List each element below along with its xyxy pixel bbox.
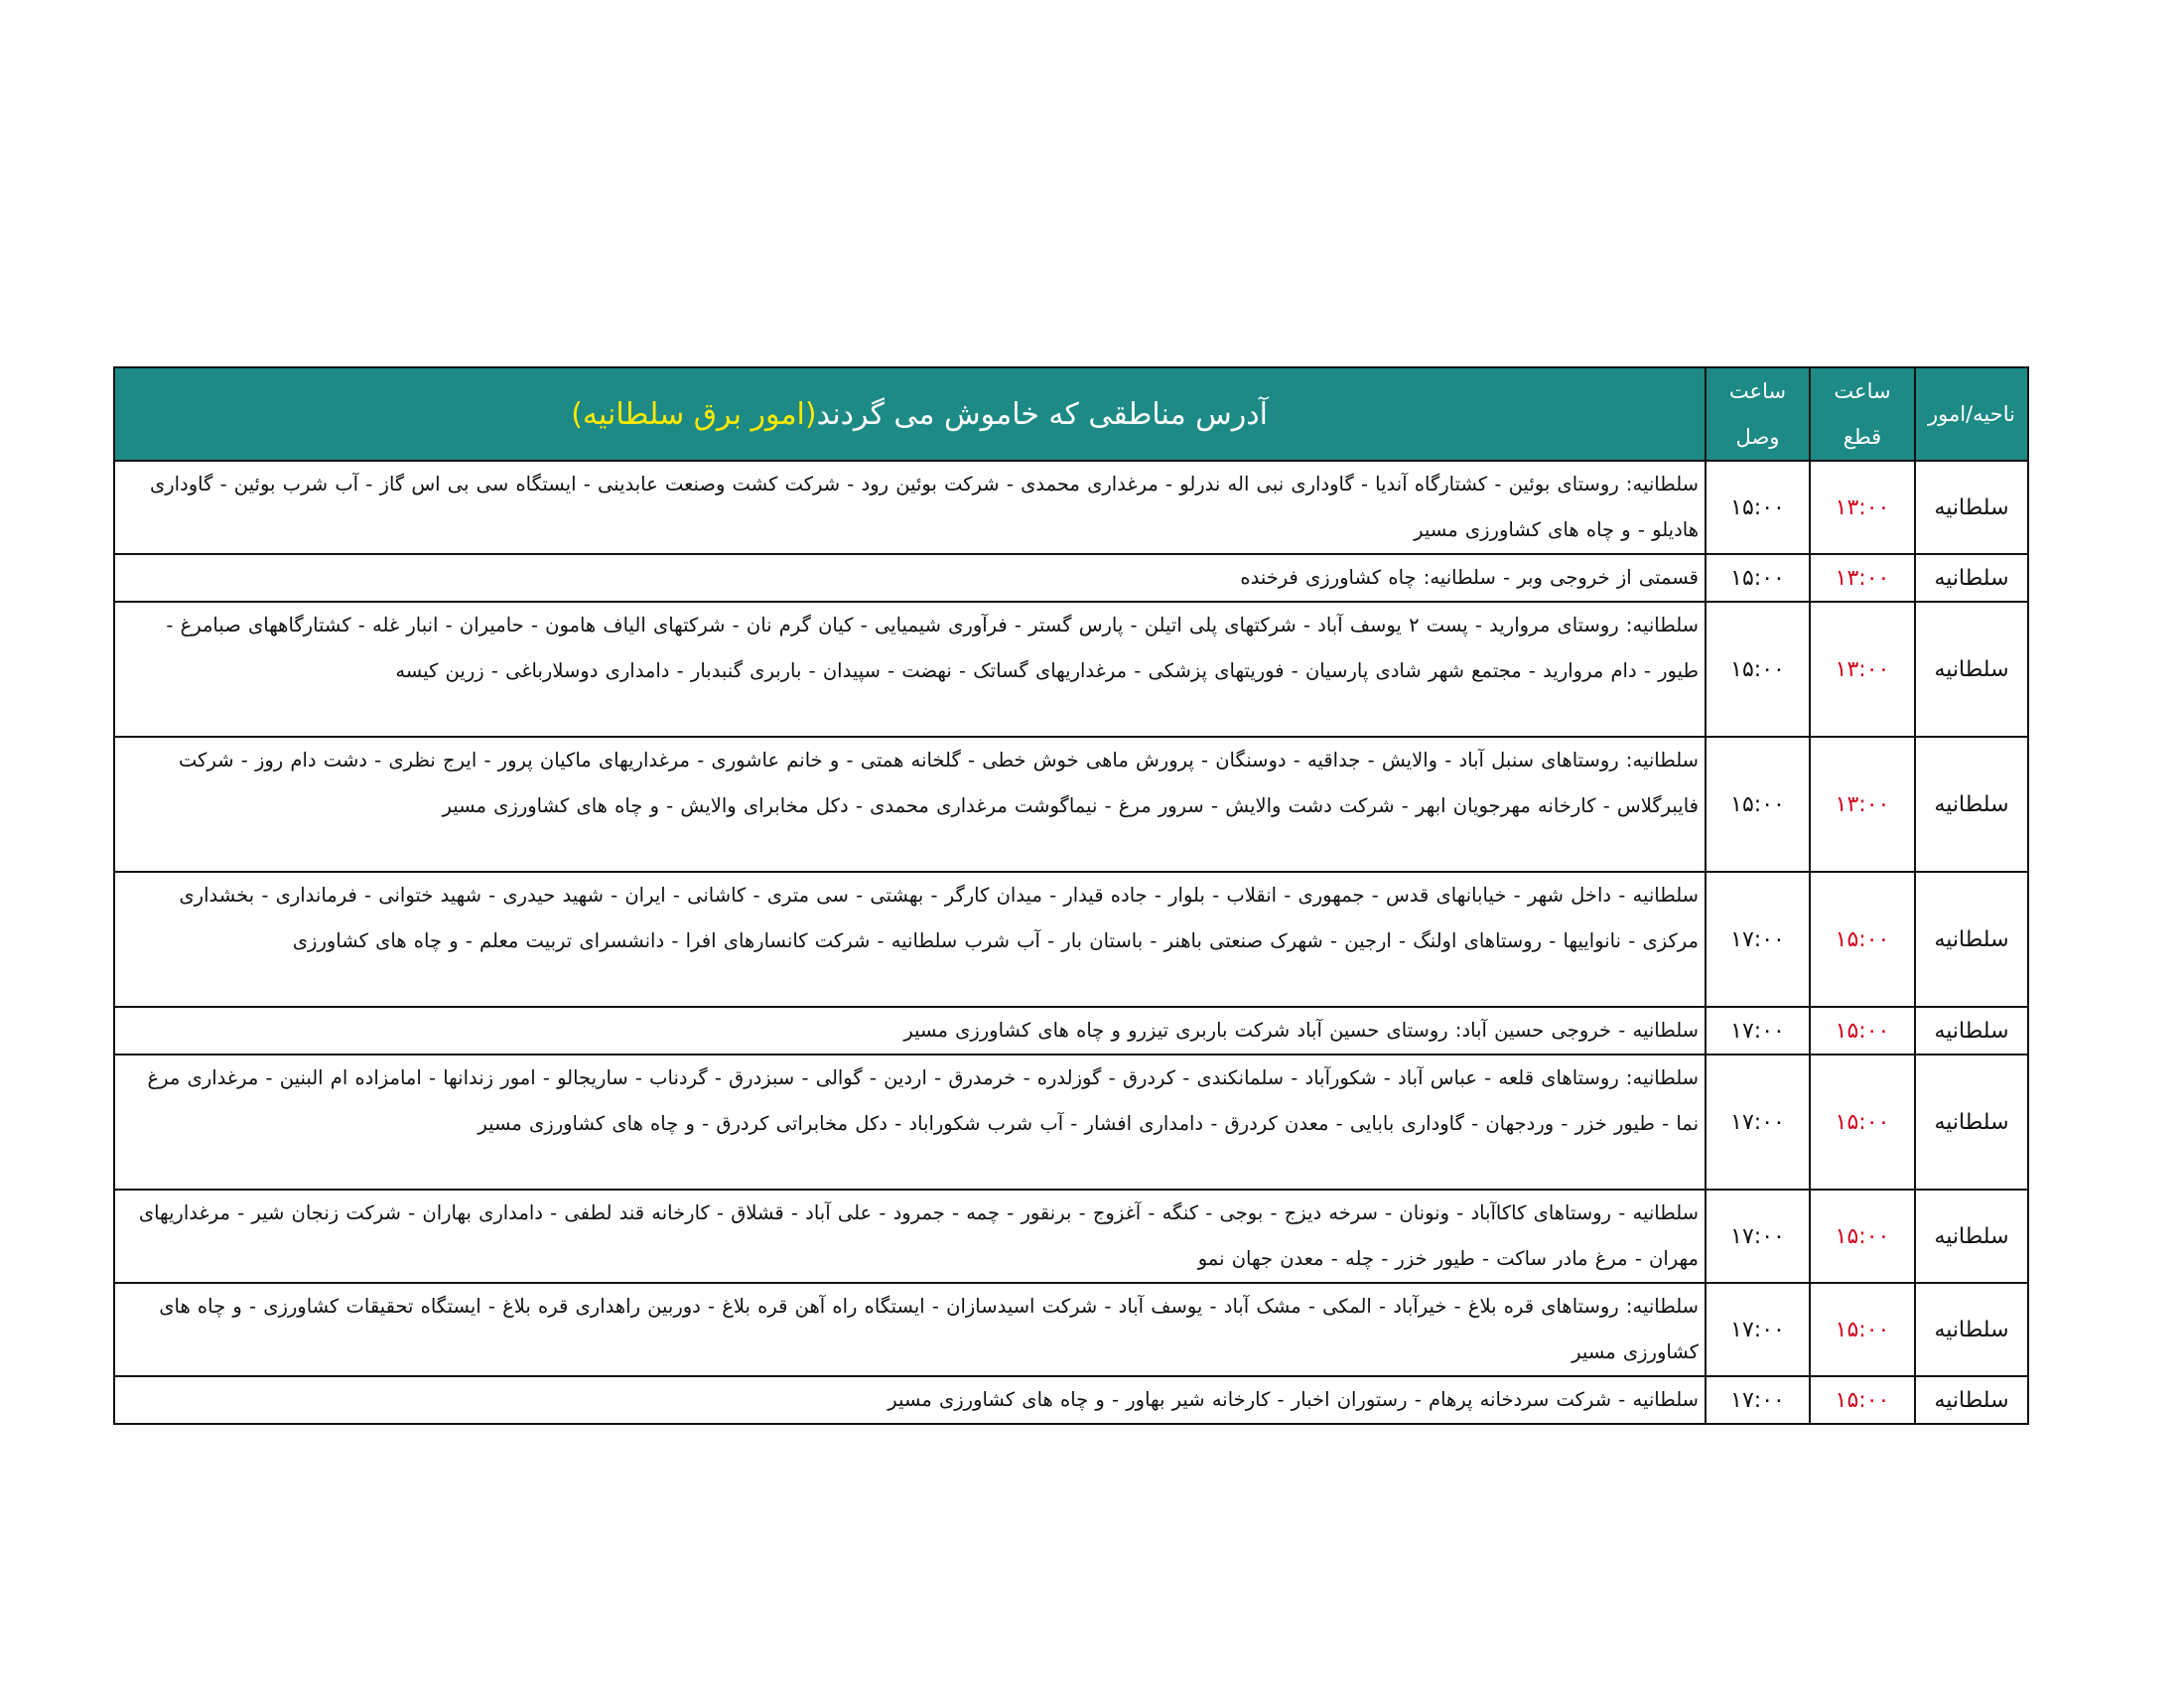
header-conn-line1: ساعت (1728, 379, 1787, 403)
table-row (114, 737, 2028, 872)
row-area: سلطانیه (1915, 737, 2028, 872)
table-row (114, 554, 2028, 602)
row-cut-time: ۱۵:۰۰ (1810, 1283, 1915, 1376)
row-address: سلطانیه: روستای مروارید - پست ۲ یوسف آباد - شرکتهای پلی اتیلن - پارس گستر - فرآوری شیمیایی - کیان گرم نان - شرکتهای الیاف هامون - حامیران - انبار غله - کشتارگاههای صبامرغ - طیور - دام مروارید - مجتمع شهر شادی پارسیان - فوریتهای پزشکی - مرغداریهای گساتک - نهضت - سپیدان - باربری گنبدبار - دامداری دوسلارباغی - زرین کیسه (114, 602, 1706, 737)
row-address: سلطانیه: روستاهای قلعه - عباس آباد - شکورآباد - سلمانکندی - کردرق - گوزلدره - خرمدرق - اردین - گوالی - سبزدرق - گردناب - ساریجالو - امور زندانها - امامزاده ام البنین - مرغداری مرغ نما - طیور خزر - وردجهان - گاوداری بابایی - معدن کردرق - دامداری افشار - آب شرب شکوراباد - دکل مخابراتی کردرق - و چاه های کشاورزی مسیر (114, 1055, 1706, 1190)
row-cut-time: ۱۵:۰۰ (1810, 1376, 1915, 1424)
row-area: سلطانیه (1915, 1283, 2028, 1376)
row-area: سلطانیه (1915, 1376, 2028, 1424)
row-connect-time: ۱۷:۰۰ (1706, 1007, 1810, 1055)
table-row (114, 1055, 2028, 1190)
header-title (114, 367, 1706, 461)
row-cut-time: ۱۳:۰۰ (1810, 461, 1915, 554)
header-title-highlight: (امور برق سلطانیه) (571, 396, 817, 432)
row-cut-time: ۱۳:۰۰ (1810, 737, 1915, 872)
row-connect-time: ۱۵:۰۰ (1706, 602, 1810, 737)
row-area: سلطانیه (1915, 1190, 2028, 1283)
table-row (114, 602, 2028, 737)
row-connect-time: ۱۵:۰۰ (1706, 554, 1810, 602)
table-row (114, 461, 2028, 554)
table-row (114, 872, 2028, 1007)
row-address: سلطانیه - داخل شهر - خیابانهای قدس - جمهوری - انقلاب - بلوار - جاده قیدار - میدان کارگر - بهشتی - سی متری - کاشانی - ایران - شهید حیدری - شهید ختوانی - فرمانداری - بخشداری مرکزی - نانواییها - روستاهای اولنگ - ارجین - شهرک صنعتی باهنر - باستان بار - آب شرب سلطانیه - شرکت کانسارهای افرا - دانشسرای تربیت معلم - و چاه های کشاورزی (114, 872, 1706, 1007)
table-row (114, 1007, 2028, 1055)
table-row (114, 1376, 2028, 1424)
row-address: سلطانیه - شرکت سردخانه پرهام - رستوران اخبار - کارخانه شیر بهاور - و چاه های کشاورزی مسیر (114, 1376, 1706, 1424)
row-address: سلطانیه - روستاهای کاکاآباد - ونونان - سرخه دیزج - بوجی - کنگه - آغزوج - برنقور - چمه - جمرود - علی آباد - قشلاق - کارخانه قند لطفی - دامداری بهاران - شرکت زنجان شیر - مرغداریهای مهران - مرغ مادر ساکت - طیور خزر - چله - معدن جهان نمو (114, 1190, 1706, 1283)
row-area: سلطانیه (1915, 554, 2028, 602)
row-area: سلطانیه (1915, 461, 2028, 554)
row-address: قسمتی از خروجی وبر - سلطانیه: چاه کشاورزی فرخنده (114, 554, 1706, 602)
table-header-row (114, 367, 2028, 461)
row-connect-time: ۱۵:۰۰ (1706, 737, 1810, 872)
header-area: ناحیه/امور (1915, 367, 2028, 461)
row-connect-time: ۱۷:۰۰ (1706, 872, 1810, 1007)
row-area: سلطانیه (1915, 1007, 2028, 1055)
row-connect-time: ۱۷:۰۰ (1706, 1283, 1810, 1376)
row-cut-time: ۱۵:۰۰ (1810, 1055, 1915, 1190)
outage-schedule-table (113, 366, 2029, 1425)
row-cut-time: ۱۵:۰۰ (1810, 1190, 1915, 1283)
row-address: سلطانیه: روستاهای سنبل آباد - والایش - جداقیه - دوسنگان - پرورش ماهی خوش خطی - گلخانه همتی - و خانم عاشوری - مرغداریهای ماکیان پرور - ایرج نظری - دشت دام روز - شرکت فایبرگلاس - کارخانه مهرجویان ابهر - شرکت دشت والایش - سرور مرغ - نیماگوشت مرغداری محمدی - دکل مخابرای والایش - و چاه های کشاورزی مسیر (114, 737, 1706, 872)
header-cut-line1: ساعت (1834, 379, 1891, 403)
row-cut-time: ۱۵:۰۰ (1810, 1007, 1915, 1055)
table-row (114, 1283, 2028, 1376)
row-connect-time: ۱۵:۰۰ (1706, 461, 1810, 554)
row-connect-time: ۱۷:۰۰ (1706, 1190, 1810, 1283)
row-connect-time: ۱۷:۰۰ (1706, 1376, 1810, 1424)
row-address: سلطانیه - خروجی حسین آباد: روستای حسین آباد شرکت باربری تیزرو و چاه های کشاورزی مسیر (114, 1007, 1706, 1055)
header-cut-time (1810, 367, 1915, 461)
row-area: سلطانیه (1915, 872, 2028, 1007)
table-row (114, 1190, 2028, 1283)
row-cut-time: ۱۳:۰۰ (1810, 602, 1915, 737)
row-cut-time: ۱۵:۰۰ (1810, 872, 1915, 1007)
header-cut-line2: قطع (1843, 425, 1882, 449)
row-connect-time: ۱۷:۰۰ (1706, 1055, 1810, 1190)
row-cut-time: ۱۳:۰۰ (1810, 554, 1915, 602)
row-address: سلطانیه: روستای بوئین - کشتارگاه آندیا - گاوداری نبی اله ندرلو - مرغداری محمدی - شرکت بوئین رود - شرکت کشت وصنعت عابدینی - ایستگاه سی بی اس گاز - آب شرب بوئین - گاوداری هادیلو - و چاه های کشاورزی مسیر (114, 461, 1706, 554)
row-address: سلطانیه: روستاهای قره بلاغ - خیرآباد - المکی - مشک آباد - یوسف آباد - شرکت اسیدسازان - ایستگاه راه آهن قره بلاغ - دوربین راهداری قره بلاغ - ایستگاه تحقیقات کشاورزی - و چاه های کشاورزی مسیر (114, 1283, 1706, 1376)
header-title-main: آدرس مناطقی که خاموش می گردند (816, 396, 1268, 432)
header-connect-time (1706, 367, 1810, 461)
row-area: سلطانیه (1915, 1055, 2028, 1190)
header-conn-line2: وصل (1735, 425, 1780, 449)
row-area: سلطانیه (1915, 602, 2028, 737)
